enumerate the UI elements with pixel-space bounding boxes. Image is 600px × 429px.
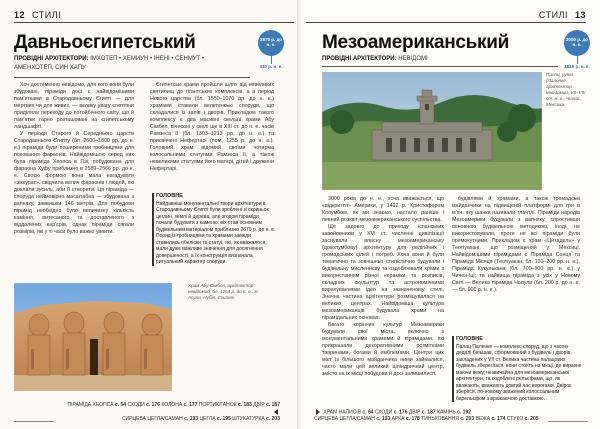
photo-caption: Палац, руїни (Паленке, архітектор невідомий, VII–VIII ст. н. е., Чіапас, Мексика. — [546, 72, 586, 107]
page-number: 13 — [574, 10, 586, 20]
cross-ref[interactable]: КАМІНЬ с. 192 — [437, 409, 472, 415]
cross-ref[interactable]: ТИНЬКОВАННЯ с. 203 — [421, 416, 475, 422]
date-connector — [577, 56, 578, 64]
text-column-2 — [452, 196, 580, 294]
architects-list: НЕВІДОМІ — [398, 56, 428, 62]
abu-simbel-photo — [14, 283, 172, 391]
box-text: Найдавніші монументальні твори архітектури в Стародавньому Єгипті були зроблені зі скриньок цеглин, землі й дерева, але згодом піраміди почали будувати з каменю: віх став основним будівельним матеріалом приблизно 2670 р. до н. е. Поряд із гробницями та храмами завжди ставились обеліски та статуї, які, як вважалося, мали дуже важливе значення для досягнення довершеності, а їх конструкція визначала ритуальний характер споруди. — [156, 200, 276, 265]
header-rule — [14, 22, 294, 23]
ruins-image — [322, 72, 542, 190]
cross-ref[interactable]: ДВІР с. 187 — [253, 401, 280, 408]
box-accent-bar — [452, 336, 454, 402]
palenque-photo — [322, 72, 542, 190]
paragraph: 3000 років до н. е., хоча вважається, що «відкриття» Америки, у 1492 р. Христофором Колумбом, як ми знаємо, настало раніше і певний розквіт мезоамериканського суспільства. — [322, 196, 444, 223]
box-accent-bar — [152, 193, 154, 266]
cross-ref[interactable]: ШТУКАТУРКА с. 203 — [232, 416, 280, 422]
box-title: ГОЛОВНЕ — [156, 193, 183, 199]
running-head-right — [539, 10, 586, 20]
date-range-badge — [258, 30, 284, 74]
box-title: ГОЛОВНЕ — [456, 336, 483, 342]
cross-reference-footer — [60, 402, 280, 423]
cross-ref[interactable]: ПІРАМІДА ХЕОПСА с. 54 — [67, 401, 127, 408]
cross-ref[interactable]: ВЕЖА с. 174 — [475, 416, 506, 422]
leading-architects — [14, 55, 244, 73]
architects-label: ПРОВІДНІ АРХІТЕКТОРИ: — [14, 56, 89, 62]
paragraph: Багато корінних культур Мезоамерики будували свої міста, включно з монументальними храмами й пірамідами, які прикрашали декоративними розмітками тваринами, богами й емблемами. Центри цих міст із більшого майданчика ними займалися, часто мали цей великий ціліндричний центр, змісто на іх місці побудови й досі залишилися. — [322, 322, 444, 377]
architects-rule — [322, 66, 558, 67]
text-column-2 — [150, 82, 274, 173]
date-end: 1519 р. н. е. — [564, 64, 590, 69]
arrow-left-icon — [274, 409, 278, 415]
cross-ref[interactable]: ДВІР с. 187 — [408, 409, 436, 415]
architects-rule — [14, 77, 250, 78]
cross-ref[interactable]: АРКА с. 178 — [391, 416, 420, 422]
architects-label: ПРОВІДНІ АРХІТЕКТОРИ: — [322, 56, 397, 62]
header-rule — [306, 22, 586, 23]
cross-ref[interactable]: СХОДИ с. 176 — [374, 409, 408, 415]
cross-ref[interactable]: СИРЦЕВА ЦЕГЛА/САМАН с. 193 — [314, 416, 391, 422]
paragraph: будівлями й храмами, а також громадські майданчики на підвищеній платформі для гри в м'яч, яку шанки називали тлачтлі. Піраміди народів Мезоамерики будували з вапняку, спростивши основною будівельною методикою, іноді, не використовували, проте не всі піраміди були прямокутними. Прикладом є храм «Цитадель» у Теотіуакані, що розміщений у Мексиці. Найвідомішими пірамідами є Піраміда Сонця та Піраміда Місяця (Теотіуакан, бл. 100–200 рр. н. е.), Піраміда Кукулькана (бл. 700–900 рр. н. е.) у Чичен-Іці; та найвища піраміда з усіх у Новому Світі — Велика піраміда Чолули (бл. 200 р. до н. е. — бл. 900 р. н. е.). — [452, 196, 580, 293]
photo-caption: Храм Абу-Сімбел, архітектор невідомий, бл. 1264 р. до н. е., м. Асуан, Нубія, Єгипет. — [188, 283, 259, 300]
cross-ref[interactable]: ЦЕГЛА с. 195 — [199, 416, 231, 422]
footer-rule — [548, 421, 588, 422]
page-title: Давньоєгипетський — [14, 32, 196, 53]
cross-reference-footer — [314, 409, 544, 423]
paragraph: У періоди Старого й Середнього царств Стародавнього Єгипту (бл. 2600–1800 рр. до н. е.) піраміди були поширеними гробницями для поховання фараонів. Найвідомішою серед них була піраміда Хеопса в Гізі, побудована для фараона Хуфу приблизно в 2589–2566 рр. до н. е. Своєю формою вона мала нагадувати «зіккурат», свідчила велич фараонів і людей, які доклали зусиль, аби її створити. Ця піраміда — споруда неймовірно масштабна — збудована з вапняку, заввишки 146 метрів. Для побудови пірамід необхідно було величезну кількість каміння, витесаного та доставленого з віддалених кар'єрів, однак піраміди сягали розмірів, які у ті часи було важко уявити. — [14, 131, 134, 235]
cross-ref[interactable]: СХОДИ с. 176 — [127, 401, 160, 408]
leading-architects — [322, 55, 522, 64]
text-column-1 — [14, 82, 134, 236]
cross-ref[interactable]: СТУКО с. 205 — [506, 416, 539, 422]
date-connector — [271, 56, 272, 64]
date-start: 2670 р. до н. е. — [258, 30, 284, 56]
section-label: СТИЛІ — [538, 10, 568, 20]
arrow-right-icon — [316, 409, 320, 415]
cross-ref[interactable]: ХРАМ НАПИСІВ с. 64 — [323, 409, 374, 415]
cross-ref[interactable]: СИРЦЕВА ЦЕГЛА/САМАН с. 193 — [121, 416, 199, 422]
running-head-left — [14, 10, 61, 20]
cross-ref[interactable]: ПОРТИК/ГАНОК с. 183 — [198, 401, 252, 408]
date-start: 2000 р. до н. е. — [564, 30, 590, 56]
text-column-1 — [322, 196, 444, 378]
page-title: Мезоамериканський — [322, 32, 510, 53]
paragraph: Ще задовго до приходу іспанських завойовників у XVI ст. численні цивілізації заснували власну мезоамериканську (доколумбову) архітектуру для релігійних і громадських цілей і потреб. Хоча вони й були тематично та зовнішньо стилістично будували і будівельну мисленнєву та оздоблювали храми з використанням різної кераміки та розписів, складних скульптур та астрономічними вирахуваннями ідео на зазначеному стилі. Значна частина архітектури розміщувалася на великих центрах. Найвідоміша культура мезоамериканців будувала храми на пірамідальних основах. — [322, 224, 444, 321]
box-text: Палац Паленке — комплекс споруд, що з часом дедалі більшав, сформований з будівель і дворів, закладених у VII ст. Велика частина палацових будівель збереглася, вони стоять на місці, де виразне маючи вежу, незвичайна для мезоамериканської архітектури, та оздоблені рельєфами, що, як вважають, вважають довгий час ворогами. Двірок зберігся, по-новому зважений колоссальним барельєфом з вражаючою доставкою. — [456, 343, 582, 402]
paragraph: Єгипетські храми пройшли шлях від невеликих святилищ до гігантських комплексів, а в період Нового царства (бл. 1550–1070 рр. до н. е.) храмами ставали велетенські споруди, що складалися із залів і дворів. Прикладом такого комплексу є два масивні скельні храми Абу Сімбел, вічесані у скелі ще в XIII ст. до н. е. часів Рамзеса II (бл. 1303–1213 рр. до н. е.) та присвячені Нефертарі (пом. 1255 р. до н. е.). Головний храм відомий своїми чотирма колосальними статуями Рамзеса II, а також невеликими статуями його матері, дітей і дружини Нефертарі. — [150, 82, 274, 172]
temple-image — [14, 283, 172, 391]
cross-ref[interactable]: КОЛОНА с. 177 — [161, 401, 198, 408]
date-end: 330 р. н. е. — [259, 64, 283, 69]
right-page — [300, 0, 600, 429]
page-number: 12 — [14, 10, 26, 20]
key-points-box — [456, 336, 582, 402]
date-range-badge — [564, 30, 590, 74]
section-label: СТИЛІ — [32, 10, 62, 20]
paragraph: Хоч достеменно невідомо, для кого вони були збудовані, піраміди досі є найвідомішими пам'ятками в Стародавньому Єгипті — для мертвих чи для живих, — велику увагу єгиптяни приділяли переходу до потойбічного світу, що й пам'ятки гарно розташовані на єгипетському ландшафті. — [14, 82, 134, 130]
architects-list: ІМХОТЕП • ХЕМИУН • ІНЕНІ • СЕНМУТ • АМЕНХОТЕП, СИН ХАПУ — [14, 56, 205, 71]
footer-rule — [14, 421, 54, 422]
key-points-box — [156, 193, 276, 266]
